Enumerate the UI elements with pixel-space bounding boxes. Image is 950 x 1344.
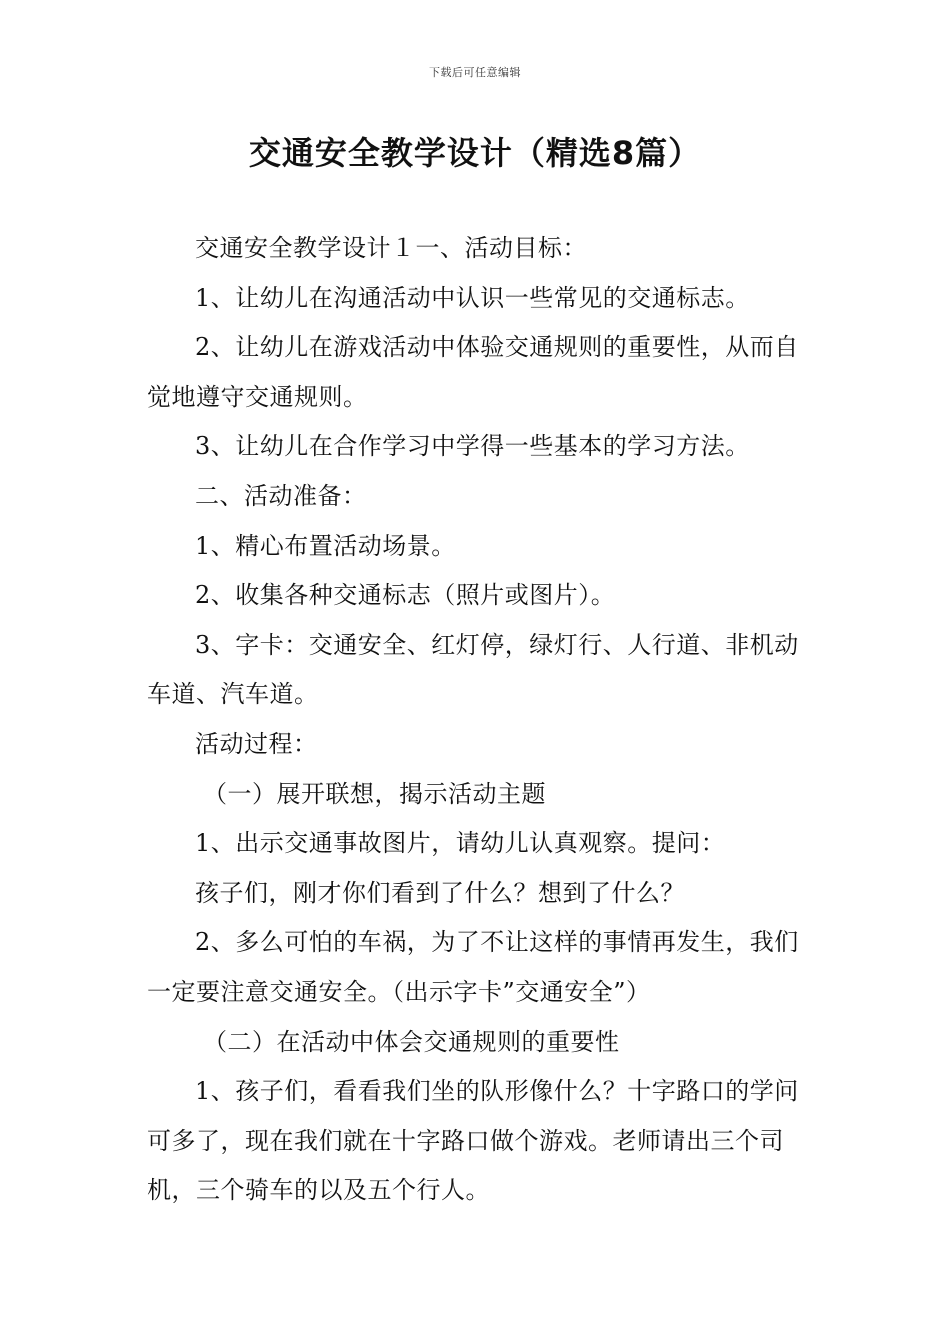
paragraph: 1、让幼儿在沟通活动中认识一些常见的交通标志。 (195, 283, 750, 312)
paragraph: 1、孩子们，看看我们坐的队形像什么？十字路口的学问可多了，现在我们就在十字路口做个游戏。老师请出三个司机，三个骑车的以及五个行人。 (147, 1077, 799, 1205)
paragraph: 交通安全教学设计１一、活动目标： (195, 234, 587, 262)
section-heading: 二、活动准备： (195, 481, 367, 510)
paragraph: 3、字卡：交通安全、红灯停，绿灯行、人行道、非机动车道、汽车道。 (147, 630, 799, 709)
paragraph: 2、让幼儿在游戏活动中体验交通规则的重要性，从而自觉地遵守交通规则。 (147, 333, 799, 411)
document-body (147, 224, 807, 1216)
paragraph: 2、多么可怕的车祸，为了不让这样的事情再发生，我们一定要注意交通安全。（出示字卡”交通安全”） (147, 928, 799, 1006)
paragraph: 1、精心布置活动场景。 (195, 531, 456, 560)
paragraph: 3、让幼儿在合作学习中学得一些基本的学习方法。 (195, 432, 750, 461)
paragraph: 2、收集各种交通标志（照片或图片）。 (195, 581, 616, 610)
document-title: 交通安全教学设计（精选8篇） (248, 134, 702, 172)
section-heading: 活动过程： (195, 729, 318, 758)
paragraph: 孩子们，刚才你们看到了什么？想到了什么？ (195, 878, 685, 907)
paragraph: 1、出示交通事故图片，请幼儿认真观察。提问： (195, 829, 726, 858)
subsection-heading: （一）展开联想，揭示活动主题 (203, 779, 546, 808)
header-note: 下载后可任意编辑 (429, 66, 521, 79)
subsection-heading: （二）在活动中体会交通规则的重要性 (203, 1027, 620, 1056)
